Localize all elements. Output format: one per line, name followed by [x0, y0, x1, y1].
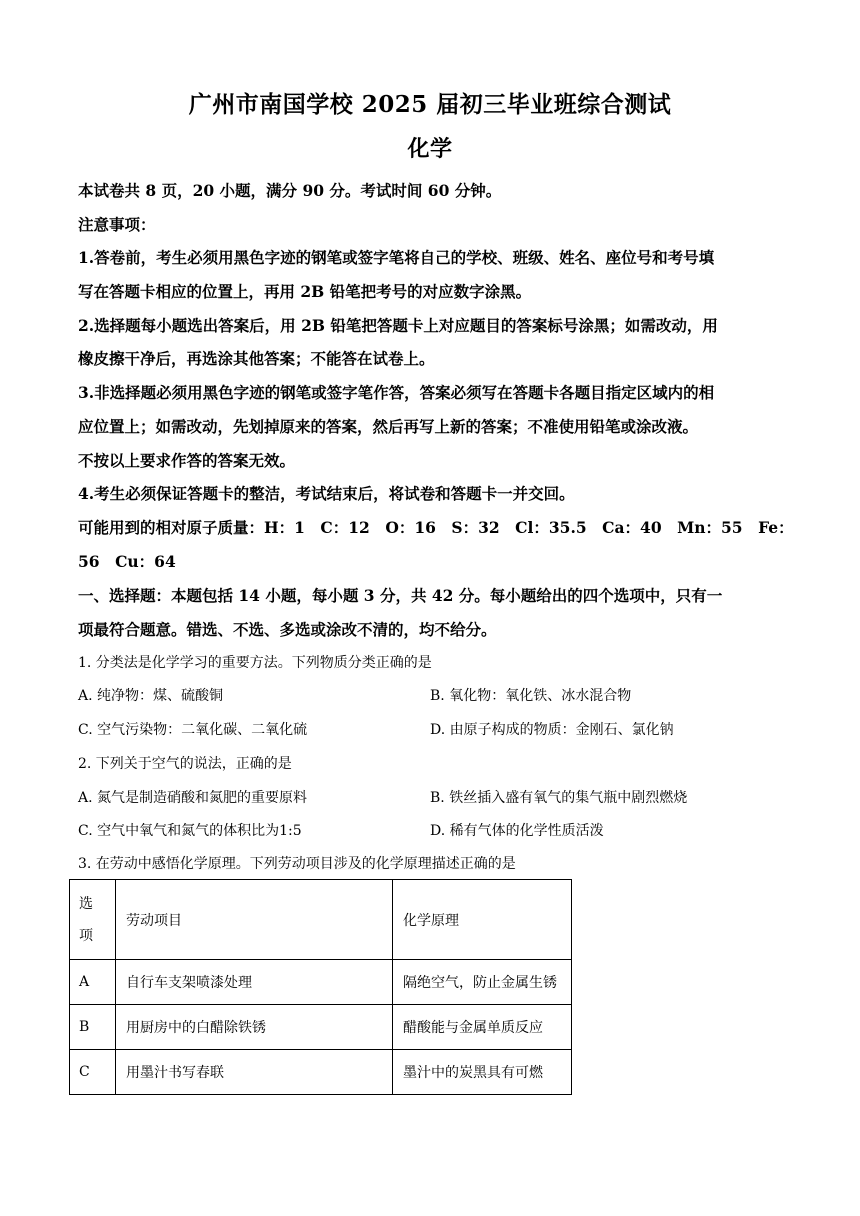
question-3-stem: 3. 在劳动中感悟化学原理。下列劳动项目涉及的化学原理描述正确的是 — [78, 856, 516, 872]
row-labor-cell: 用墨汁书写春联 — [116, 1050, 393, 1095]
question-2-option-c: C. 空气中氧气和氮气的体积比为1:5 — [78, 823, 302, 839]
header-option-char-1: 选 — [79, 895, 93, 912]
row-principle-cell: 墨汁中的炭黑具有可燃 — [393, 1050, 572, 1095]
table-row — [70, 960, 572, 1005]
notice-item-3-line-1: 3.非选择题必须用黑色字迹的钢笔或签字笔作答，答案必须写在答题卡各题目指定区域内的相 — [78, 383, 715, 402]
section-1-heading-line-2: 项最符合题意。错选、不选、多选或涂改不清的，均不给分。 — [78, 620, 497, 639]
question-1-option-b: B. 氧化物：氧化铁、冰水混合物 — [430, 688, 632, 704]
row-labor-cell: 用厨房中的白醋除铁锈 — [116, 1005, 393, 1050]
question-2-option-b: B. 铁丝插入盛有氧气的集气瓶中剧烈燃烧 — [430, 790, 688, 806]
question-1-option-c: C. 空气污染物：二氧化碳、二氧化硫 — [78, 722, 308, 738]
table-row — [70, 1050, 572, 1095]
subject-title: 化学 — [407, 136, 453, 162]
labor-principle-table — [69, 879, 572, 1095]
notice-item-2-line-1: 2.选择题每小题选出答案后，用 2B 铅笔把答题卡上对应题目的答案标号涂黑；如需改动，用 — [78, 316, 718, 335]
notice-item-4: 4.考生必须保证答题卡的整洁，考试结束后，将试卷和答题卡一并交回。 — [78, 484, 575, 503]
question-1-option-d: D. 由原子构成的物质：金刚石、氯化钠 — [430, 722, 674, 738]
question-1-option-a: A. 纯净物：煤、硫酸铜 — [78, 688, 224, 704]
exam-intro: 本试卷共 8 页，20 小题，满分 90 分。考试时间 60 分钟。 — [78, 181, 502, 200]
row-labor-cell: 自行车支架喷漆处理 — [116, 960, 393, 1005]
section-1-heading-line-1: 一、选择题：本题包括 14 小题，每小题 3 分，共 42 分。每小题给出的四个选项中，只有一 — [78, 586, 723, 605]
notice-heading: 注意事项： — [78, 215, 156, 234]
notice-item-2-line-2: 橡皮擦干净后，再选涂其他答案；不能答在试卷上。 — [78, 349, 435, 368]
question-2-option-d: D. 稀有气体的化学性质活泼 — [430, 823, 604, 839]
atomic-mass-line-2: 56 Cu：64 — [78, 552, 176, 571]
atomic-mass-line-1: 可能用到的相对原子质量：H：1 C：12 O：16 S：32 Cl：35.5 Ca：40 Mn：55 Fe： — [78, 518, 794, 537]
row-principle-cell: 隔绝空气，防止金属生锈 — [393, 960, 572, 1005]
table-row — [70, 1005, 572, 1050]
table-header-row — [70, 880, 572, 960]
row-option-cell: B — [70, 1005, 116, 1050]
exam-title: 广州市南国学校 2025 届初三毕业班综合测试 — [188, 91, 672, 118]
notice-item-3-line-2: 应位置上；如需改动，先划掉原来的答案，然后再写上新的答案；不准使用铅笔或涂改液。 — [78, 417, 699, 436]
notice-item-3-line-3: 不按以上要求作答的答案无效。 — [78, 451, 296, 470]
row-option-cell: C — [70, 1050, 116, 1095]
row-option-cell: A — [70, 960, 116, 1005]
question-1-stem: 1. 分类法是化学学习的重要方法。下列物质分类正确的是 — [78, 655, 432, 671]
header-option-cell — [70, 880, 116, 960]
row-principle-cell: 醋酸能与金属单质反应 — [393, 1005, 572, 1050]
question-2-stem: 2. 下列关于空气的说法，正确的是 — [78, 756, 292, 772]
question-2-option-a: A. 氮气是制造硝酸和氮肥的重要原料 — [78, 790, 308, 806]
header-principle-cell: 化学原理 — [393, 880, 572, 960]
header-labor-cell: 劳动项目 — [116, 880, 393, 960]
header-option-char-2: 项 — [79, 927, 93, 944]
notice-item-1-line-2: 写在答题卡相应的位置上，再用 2B 铅笔把考号的对应数字涂黑。 — [78, 282, 532, 301]
notice-item-1-line-1: 1.答卷前，考生必须用黑色字迹的钢笔或签字笔将自己的学校、班级、姓名、座位号和考号填 — [78, 248, 715, 267]
